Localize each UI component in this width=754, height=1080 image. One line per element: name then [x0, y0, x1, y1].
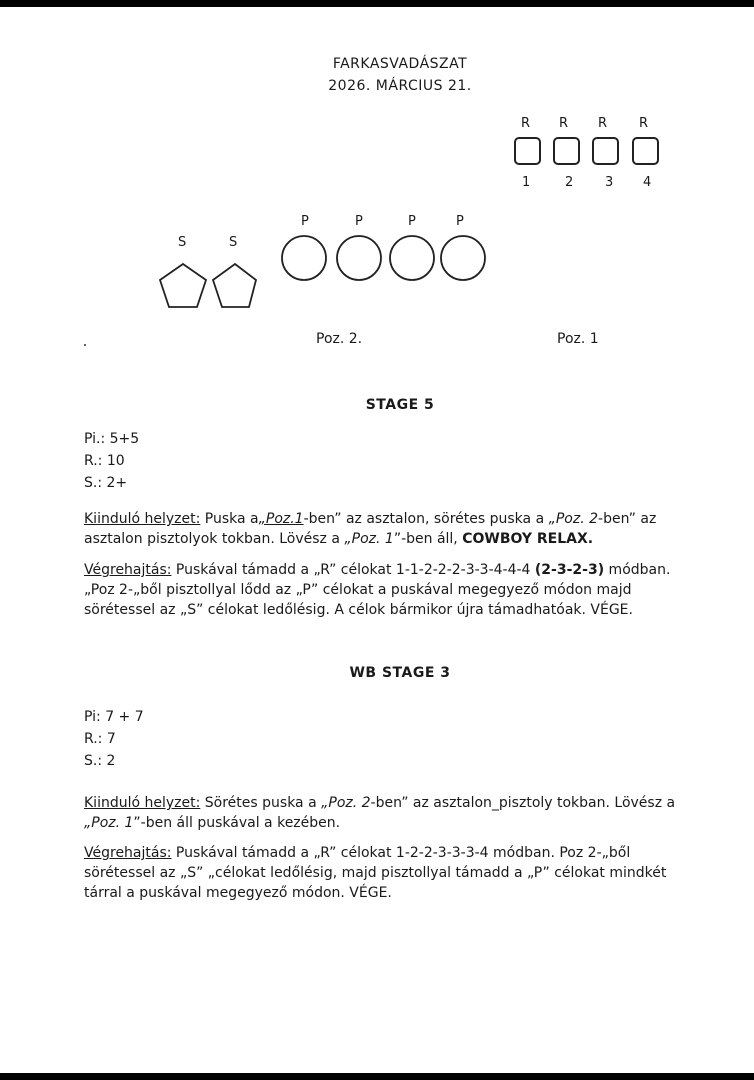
wbstage3-pistol-count: Pi: 7 + 7: [84, 709, 144, 725]
pistol-target-3: [390, 236, 434, 280]
shotgun-target-1: [160, 264, 206, 307]
stage5-shotgun-count: S.: 2+: [84, 475, 128, 491]
rifle-target-number-3: 3: [605, 175, 614, 190]
pistol-target-label-1: P: [301, 214, 309, 229]
pistol-target-1: [282, 236, 326, 280]
pistol-target-4: [441, 236, 485, 280]
position-2-label: Poz. 2.: [316, 331, 363, 347]
rifle-target-label-1: R: [521, 116, 531, 131]
pistol-target-label-2: P: [355, 214, 363, 229]
wbstage3-shotgun-count: S.: 2: [84, 753, 116, 769]
rifle-target-number-4: 4: [643, 175, 652, 190]
position-1-label: Poz. 1: [557, 331, 599, 347]
rifle-target-number-2: 2: [565, 175, 574, 190]
shotgun-target-2: [213, 264, 256, 307]
document-page: [0, 7, 754, 1073]
pistol-target-label-3: P: [408, 214, 416, 229]
rifle-target-label-4: R: [639, 116, 649, 131]
rifle-target-label-2: R: [559, 116, 569, 131]
document-title: FARKASVADÁSZAT: [332, 56, 468, 72]
stage5-pistol-count: Pi.: 5+5: [84, 431, 140, 447]
wbstage3-title: WB STAGE 3: [349, 665, 451, 681]
stage5-title: STAGE 5: [365, 397, 435, 413]
document-date: 2026. MÁRCIUS 21.: [328, 78, 472, 94]
shotgun-target-label-2: S: [229, 235, 238, 250]
stage5-execution: Végrehajtás: Puskával támadd a „R” célokat 1-1-2-2-2-3-3-4-4-4 (2-3-2-3) módban. „Poz 2-„ből pisztollyal lődd az „P” célokat a puskával megegyező módon majd sörétessel az „S” célokat ledőlésig. A célok bármikor újra támadhatóak. VÉGE.: [84, 562, 671, 618]
rifle-target-number-1: 1: [522, 175, 531, 190]
scan-speck: [84, 344, 86, 346]
rifle-target-label-3: R: [598, 116, 608, 131]
wbstage3-start-label: Kiinduló helyzet:: [84, 795, 201, 811]
stage5-start-label: Kiinduló helyzet:: [84, 511, 201, 527]
pistol-target-label-4: P: [456, 214, 464, 229]
wbstage3-rifle-count: R.: 7: [84, 731, 116, 747]
stage5-rifle-count: R.: 10: [84, 453, 125, 469]
target-shapes: [0, 7, 754, 367]
wbstage3-execution: Végrehajtás: Puskával támadd a „R” célokat 1-2-2-3-3-3-4 módban. Poz 2-„ből sörétessel az „S” „célokat ledőlésig, majd pisztollyal támadd a „P” célokat mindkét tárral a puskával megegyező módon. VÉGE.: [84, 845, 667, 901]
wbstage3-start-position: Kiinduló helyzet: Sörétes puska a „Poz. 2-ben” az asztalon_pisztoly tokban. Lövész a „Poz. 1”-ben áll puskával a kezében.: [84, 795, 676, 831]
stage5-start-position: Kiinduló helyzet: Puska a„Poz.1-ben” az asztalon, sörétes puska a „Poz. 2-ben” az asztalon pisztolyok tokban. Lövész a „Poz. 1”-ben áll, COWBOY RELAX.: [84, 511, 657, 547]
pistol-target-2: [337, 236, 381, 280]
shotgun-target-label-1: S: [178, 235, 187, 250]
stage5-exec-label: Végrehajtás:: [84, 562, 172, 578]
wbstage3-exec-label: Végrehajtás:: [84, 845, 172, 861]
